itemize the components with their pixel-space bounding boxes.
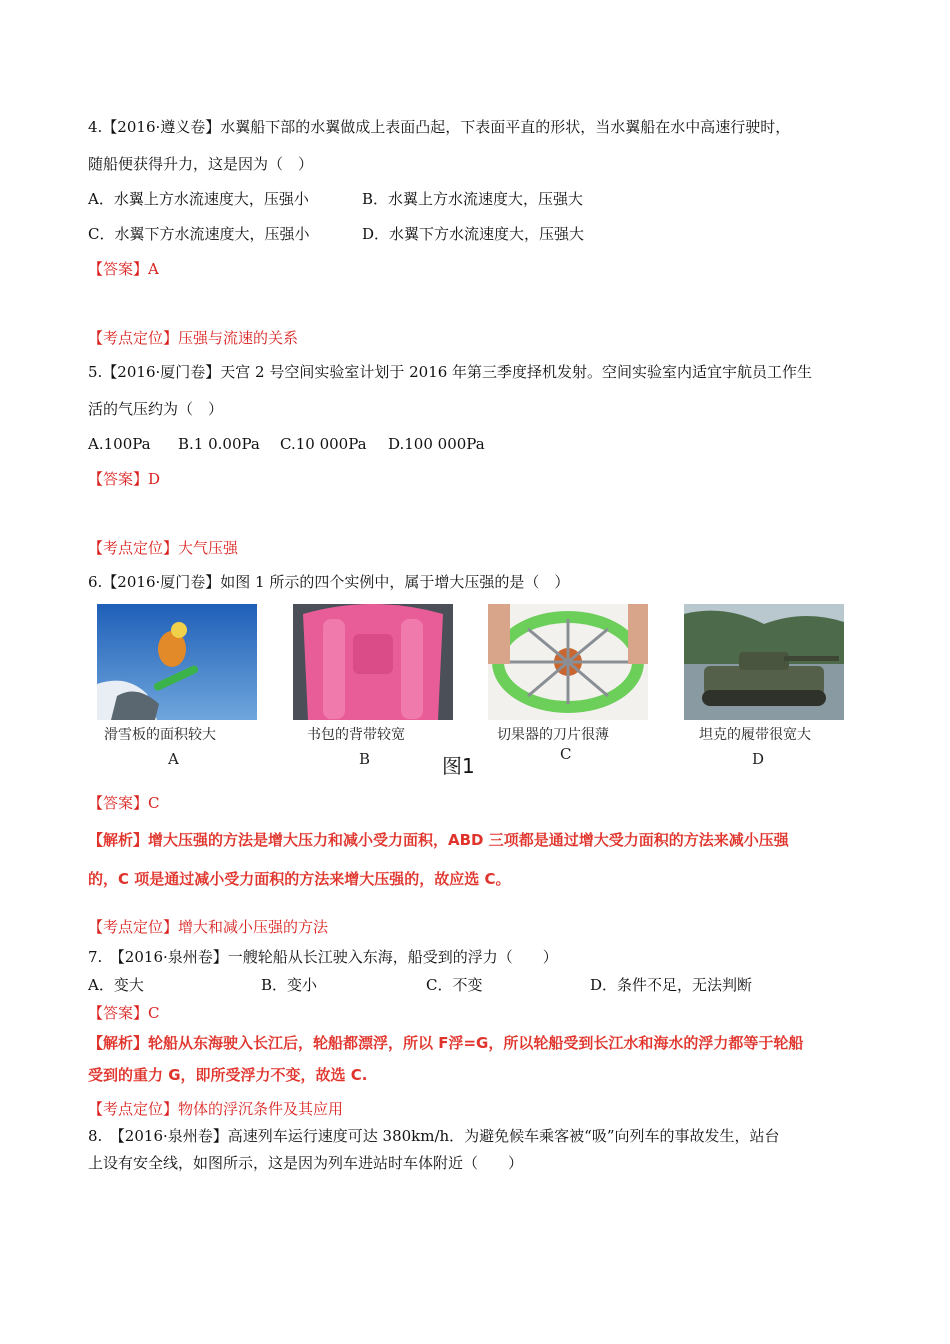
q5-stem-line2: 活的气压约为（ ）	[88, 400, 224, 418]
caption-c: 切果器的刀片很薄	[497, 727, 609, 743]
q5-option-d: D.100 000Pa	[388, 435, 485, 453]
q7-analysis-line2: 受到的重力 G，即所受浮力不变，故选 C.	[88, 1066, 368, 1084]
q7-option-d: D．条件不足，无法判断	[590, 976, 753, 994]
q4-option-b: B．水翼上方水流速度大，压强大	[362, 190, 584, 208]
q8-stem-line1: 8. 【2016·泉州卷】高速列车运行速度可达 380km/h．为避免候车乘客被“吸”向列车的事故发生，站台	[88, 1127, 780, 1145]
q4-answer: 【答案】A	[88, 260, 159, 278]
figure-letter-a: A	[168, 750, 179, 768]
tank-photo	[684, 604, 844, 720]
q4-option-c: C．水翼下方水流速度大，压强小	[88, 225, 310, 243]
q7-option-b: B．变小	[261, 976, 318, 994]
snowboard-photo	[97, 604, 257, 720]
q7-knowledge-point: 【考点定位】物体的浮沉条件及其应用	[88, 1100, 344, 1118]
q6-stem: 6.【2016·厦门卷】如图 1 所示的四个实例中，属于增大压强的是（ ）	[88, 573, 570, 591]
q5-knowledge-point: 【考点定位】大气压强	[88, 539, 239, 557]
q7-analysis-line1: 【解析】轮船从东海驶入长江后，轮船都漂浮，所以 F浮=G，所以轮船受到长江水和海水的浮力都等于轮船	[88, 1034, 804, 1052]
q7-option-a: A．变大	[88, 976, 144, 994]
q7-stem: 7. 【2016·泉州卷】一艘轮船从长江驶入东海，船受到的浮力（ ）	[88, 948, 558, 966]
q8-stem-line2: 上设有安全线，如图所示，这是因为列车进站时车体附近（ ）	[88, 1154, 524, 1172]
q6-answer: 【答案】C	[88, 794, 160, 812]
q6-analysis-line2: 的，C 项是通过减小受力面积的方法来增大压强的，故应选 C。	[88, 870, 511, 888]
backpack-photo	[293, 604, 453, 720]
q5-option-b: B.1 0.00Pa	[178, 435, 260, 453]
caption-a: 滑雪板的面积较大	[104, 727, 216, 743]
q4-stem-line1: 4.【2016·遵义卷】水翼船下部的水翼做成上表面凸起，下表面平直的形状，当水翼船在水中高速行驶时，	[88, 118, 791, 136]
q6-knowledge-point: 【考点定位】增大和减小压强的方法	[88, 918, 329, 936]
fruit-cutter-photo	[488, 604, 648, 720]
q5-answer: 【答案】D	[88, 470, 161, 488]
caption-b: 书包的背带较宽	[307, 727, 405, 743]
figure-letter-b: B	[359, 750, 371, 768]
q4-knowledge-point: 【考点定位】压强与流速的关系	[88, 329, 299, 347]
q7-option-c: C．不变	[426, 976, 483, 994]
q5-stem-line1: 5.【2016·厦门卷】天宫 2 号空间实验室计划于 2016 年第三季度择机发射。空间实验室内适宜宇航员工作生	[88, 363, 813, 381]
caption-d: 坦克的履带很宽大	[699, 727, 811, 743]
figure-label: 图1	[442, 754, 475, 778]
q4-option-a: A．水翼上方水流速度大，压强小	[88, 190, 309, 208]
q6-analysis-line1: 【解析】增大压强的方法是增大压力和减小受力面积，ABD 三项都是通过增大受力面积的方法来减小压强	[88, 831, 789, 849]
q7-answer: 【答案】C	[88, 1004, 160, 1022]
figure-letter-d: D	[752, 750, 765, 768]
q5-option-a: A.100Pa	[88, 435, 151, 453]
q4-option-d: D．水翼下方水流速度大，压强大	[362, 225, 585, 243]
figure-letter-c: C	[560, 745, 572, 763]
q4-stem-line2: 随船便获得升力，这是因为（ ）	[88, 155, 314, 173]
q5-option-c: C.10 000Pa	[280, 435, 367, 453]
